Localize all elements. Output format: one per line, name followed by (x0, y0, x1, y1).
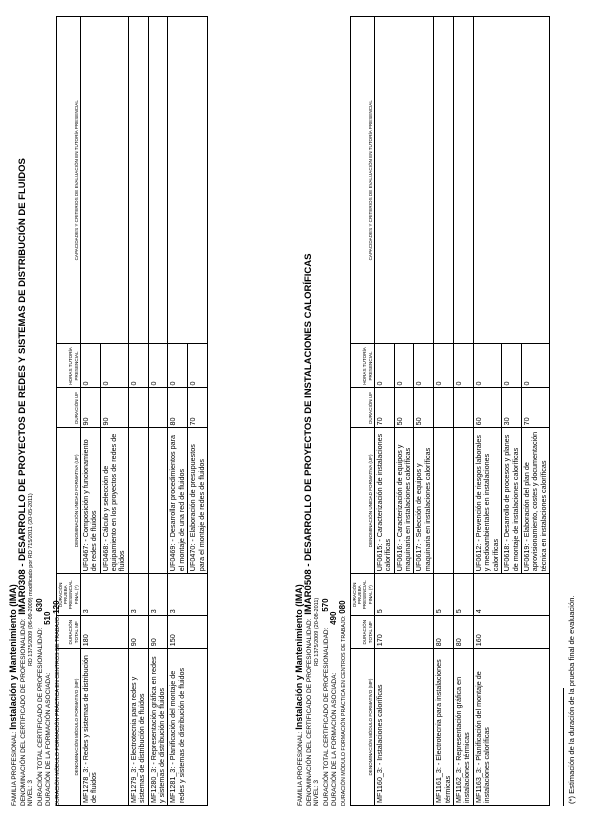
column-header: DURACIÓN TOTAL MF (351, 616, 375, 649)
uf-tutoring-hours: 0 (128, 344, 148, 388)
mf-total-hours: 160 (473, 616, 549, 649)
duracion-asociada-label: DURACIÓN DE LA FORMACIÓN ASOCIADA: (331, 672, 339, 806)
table-row (128, 17, 148, 806)
mf-total-hours: 80 (454, 616, 474, 649)
uf-tutoring-hours: 0 (454, 344, 474, 388)
uf-tutoring-hours: 0 (434, 344, 454, 388)
uf-hours (434, 388, 454, 428)
duracion-total-label: DURACIÓN TOTAL CERTIFICADO DE PROFESIONALIDAD: (36, 627, 44, 806)
uf-name: UF0618: - Desarrollo de procesos y planes de montaje de instalaciones caloríficas (502, 428, 522, 574)
practica-label: DURACIÓN MÓDULO FORMACIÓN PRÁCTICA EN CENTROS DE TRABAJO: (340, 615, 347, 806)
duracion-asociada-label: DURACIÓN DE LA FORMACIÓN ASOCIADA: (45, 672, 53, 806)
uf-name: UF0617: - Selección de equipos y maquinaria en instalaciones caloríficas (414, 428, 434, 574)
certificate-title: - DESARROLLO DE PROYECTOS DE INSTALACIONES CALORÍFICAS (302, 253, 314, 570)
practica-label: DURACIÓN MÓDULO FORMACIÓN PRÁCTICA EN CENTROS DE TRABAJO: (54, 615, 61, 806)
duracion-asociada-value: 490 (329, 611, 339, 625)
table-row (434, 17, 454, 806)
evaluation-criteria (128, 17, 148, 345)
evaluation-criteria (168, 17, 208, 345)
table-row (454, 17, 474, 806)
uf-name (128, 428, 148, 574)
mf-exam-hours: 5 (454, 574, 474, 616)
uf-hours (148, 388, 168, 428)
column-header: DURACIÓN UF (351, 388, 375, 428)
column-header: HORAS TUTORÍA PRESENCIAL (351, 344, 375, 388)
uf-tutoring-hours: 0 (188, 344, 208, 388)
evaluation-criteria (473, 17, 549, 344)
mf-name: MF1161_3: - Electrotecnia para instalaciones térmicas (434, 649, 454, 806)
uf-name (434, 428, 454, 574)
uf-hours: 30 (502, 388, 522, 428)
uf-tutoring-hours: 0 (80, 344, 100, 388)
mf-total-hours: 180 (80, 616, 128, 649)
evaluation-criteria (434, 17, 454, 344)
uf-hours: 70 (521, 388, 549, 428)
mf-exam-hours: 3 (168, 574, 208, 616)
practica-value: 080 (337, 600, 347, 614)
nivel-label: NIVEL: 3 (313, 779, 321, 806)
mf-exam-hours: 5 (374, 574, 433, 616)
uf-name: UF0616: - Caracterización de equipos y maquinaria en instalaciones caloríficas (394, 428, 414, 574)
column-header: DURACIÓN PRUEBA PRESENCIAL FINAL (*) (351, 574, 375, 616)
mf-exam-hours: 5 (434, 574, 454, 616)
familia-label: FAMILIA PROFESIONAL: (11, 731, 18, 806)
uf-hours: 90 (80, 388, 100, 428)
uf-tutoring-hours: 0 (502, 344, 522, 388)
familia-value: Instalación y Mantenimiento (IMA) (8, 584, 18, 730)
uf-tutoring-hours: 0 (148, 344, 168, 388)
mf-exam-hours: 3 (80, 574, 128, 616)
uf-tutoring-hours: 0 (414, 344, 434, 388)
mf-name: MF1279_3: - Electrotecnia para redes y sistemas de distribución de fluidos (128, 649, 148, 806)
nivel-extra: RD 1375/2009 (06-09-2009) modificado por RD 715/2011 (20-05-2011) (28, 493, 35, 667)
evaluation-criteria (148, 17, 168, 345)
section2-header (296, 254, 349, 807)
column-header: DURACIÓN TOTAL MF (57, 616, 81, 649)
column-header: DURACIÓN PRUEBA PRESENCIAL FINAL (*) (57, 574, 81, 616)
uf-name: UF0612: - Prevención de riesgos laborales y medioambientales en instalaciones caloríficas (473, 428, 501, 574)
uf-name: UF0619: - Elaboración del plan de aprovisionamiento, costes y documentación técnica en instalaciones caloríficas (521, 428, 549, 574)
denominacion-label: DENOMINACIÓN DEL CERTIFICADO DE PROFESIONALIDAD: (305, 618, 313, 806)
uf-name (148, 428, 168, 574)
uf-tutoring-hours: 0 (473, 344, 501, 388)
section1-table (56, 16, 208, 806)
nivel-extra: RD 1375/2009 (20-08-2011) (314, 597, 321, 667)
familia-value: Instalación y Mantenimiento (IMA) (294, 584, 304, 730)
table-row (80, 17, 100, 806)
column-header: DENOMINACIÓN UNIDAD FORMATIVA (UF) (57, 428, 81, 574)
mf-total-hours: 170 (374, 616, 433, 649)
uf-hours: 60 (473, 388, 501, 428)
uf-name: UF0467: - Composición y funcionamiento de redes de fluidos (80, 428, 100, 574)
duracion-total-label: DURACIÓN TOTAL CERTIFICADO DE PROFESIONALIDAD: (322, 627, 330, 806)
mf-name: MF1280_3: - Representación gráfica en redes y sistemas de distribución de fluidos (148, 649, 168, 806)
mf-name: MF1160_3: - Instalaciones caloríficas (374, 649, 433, 806)
uf-name: UF0615: - Caracterización de instalaciones caloríficas (374, 428, 394, 574)
certificate-code: IMAR0508 (302, 569, 314, 615)
certificate-code: IMAR0308 (16, 569, 28, 615)
mf-total-hours: 90 (128, 616, 148, 649)
table-row (168, 17, 188, 806)
column-header: HORAS TUTORÍA PRESENCIAL (57, 344, 81, 388)
table-row (374, 17, 394, 806)
uf-tutoring-hours: 0 (374, 344, 394, 388)
evaluation-criteria (374, 17, 433, 344)
uf-hours: 70 (374, 388, 394, 428)
uf-name: UF0469: - Desarrollar procedimientos para el montaje de una red de fluidos (168, 428, 188, 574)
column-header: CAPACIDADES Y CRITERIOS DE EVALUACIÓN EN TUTORÍA PRESENCIAL (57, 17, 81, 345)
mf-name: MF1162_3: - Representación gráfica en instalaciones térmicas (454, 649, 474, 806)
uf-tutoring-hours: 0 (521, 344, 549, 388)
uf-name: UF0470: - Elaboración de presupuestos para el montaje de redes de fluidos (188, 428, 208, 574)
mf-total-hours: 80 (434, 616, 454, 649)
mf-name: MF1281_3: - Planificación del montaje de redes y sistemas de distribución de fluidos (168, 649, 208, 806)
duracion-asociada-value: 510 (43, 611, 53, 625)
uf-name (454, 428, 474, 574)
duracion-total-value: 570 (320, 598, 330, 612)
mf-exam-hours: 4 (473, 574, 549, 616)
mf-exam-hours: 3 (128, 574, 148, 616)
column-header: DENOMINACIÓN MÓDULO FORMATIVO (MF) (57, 649, 81, 806)
mf-name: MF1278_3: - Redes y sistemas de distribución de fluidos (80, 649, 128, 806)
footnote: (*) Estimación de la duración de la prueba final de evaluación. (567, 595, 576, 804)
nivel-label: NIVEL: 3 (27, 779, 35, 806)
column-header: DENOMINACIÓN UNIDAD FORMATIVA (UF) (351, 428, 375, 574)
table-header-row (351, 17, 375, 806)
duracion-total-value: 630 (34, 598, 44, 612)
uf-hours (454, 388, 474, 428)
uf-hours: 90 (100, 388, 128, 428)
section1-header (10, 158, 63, 806)
table-row (148, 17, 168, 806)
uf-tutoring-hours: 0 (100, 344, 128, 388)
uf-hours: 50 (414, 388, 434, 428)
uf-hours: 70 (188, 388, 208, 428)
familia-label: FAMILIA PROFESIONAL: (297, 731, 304, 806)
column-header: CAPACIDADES Y CRITERIOS DE EVALUACIÓN EN TUTORÍA PRESENCIAL (351, 17, 375, 344)
table-row (473, 17, 501, 806)
evaluation-criteria (80, 17, 128, 345)
mf-total-hours: 90 (148, 616, 168, 649)
uf-hours (128, 388, 148, 428)
footnote-rule (563, 688, 564, 806)
mf-total-hours: 150 (168, 616, 208, 649)
mf-exam-hours: 3 (148, 574, 168, 616)
uf-tutoring-hours: 0 (394, 344, 414, 388)
column-header: DURACIÓN UF (57, 388, 81, 428)
denominacion-label: DENOMINACIÓN DEL CERTIFICADO DE PROFESIONALIDAD: (19, 618, 27, 806)
evaluation-criteria (454, 17, 474, 344)
table-header-row (57, 17, 81, 806)
practica-value: 120 (51, 600, 61, 614)
uf-hours: 50 (394, 388, 414, 428)
uf-hours: 80 (168, 388, 188, 428)
column-header: DENOMINACIÓN MÓDULO FORMATIVO (MF) (351, 649, 375, 806)
section2-table (350, 16, 550, 806)
certificate-title: - DESARROLLO DE PROYECTOS DE REDES Y SISTEMAS DE DISTRIBUCIÓN DE FLUIDOS (16, 158, 28, 570)
uf-tutoring-hours: 0 (168, 344, 188, 388)
mf-name: MF1163_3: - Planificación del montaje de instalaciones caloríficas (473, 649, 549, 806)
uf-name: UF0468: - Cálculo y selección de equipamiento en los proyectos de redes de fluidos (100, 428, 128, 574)
